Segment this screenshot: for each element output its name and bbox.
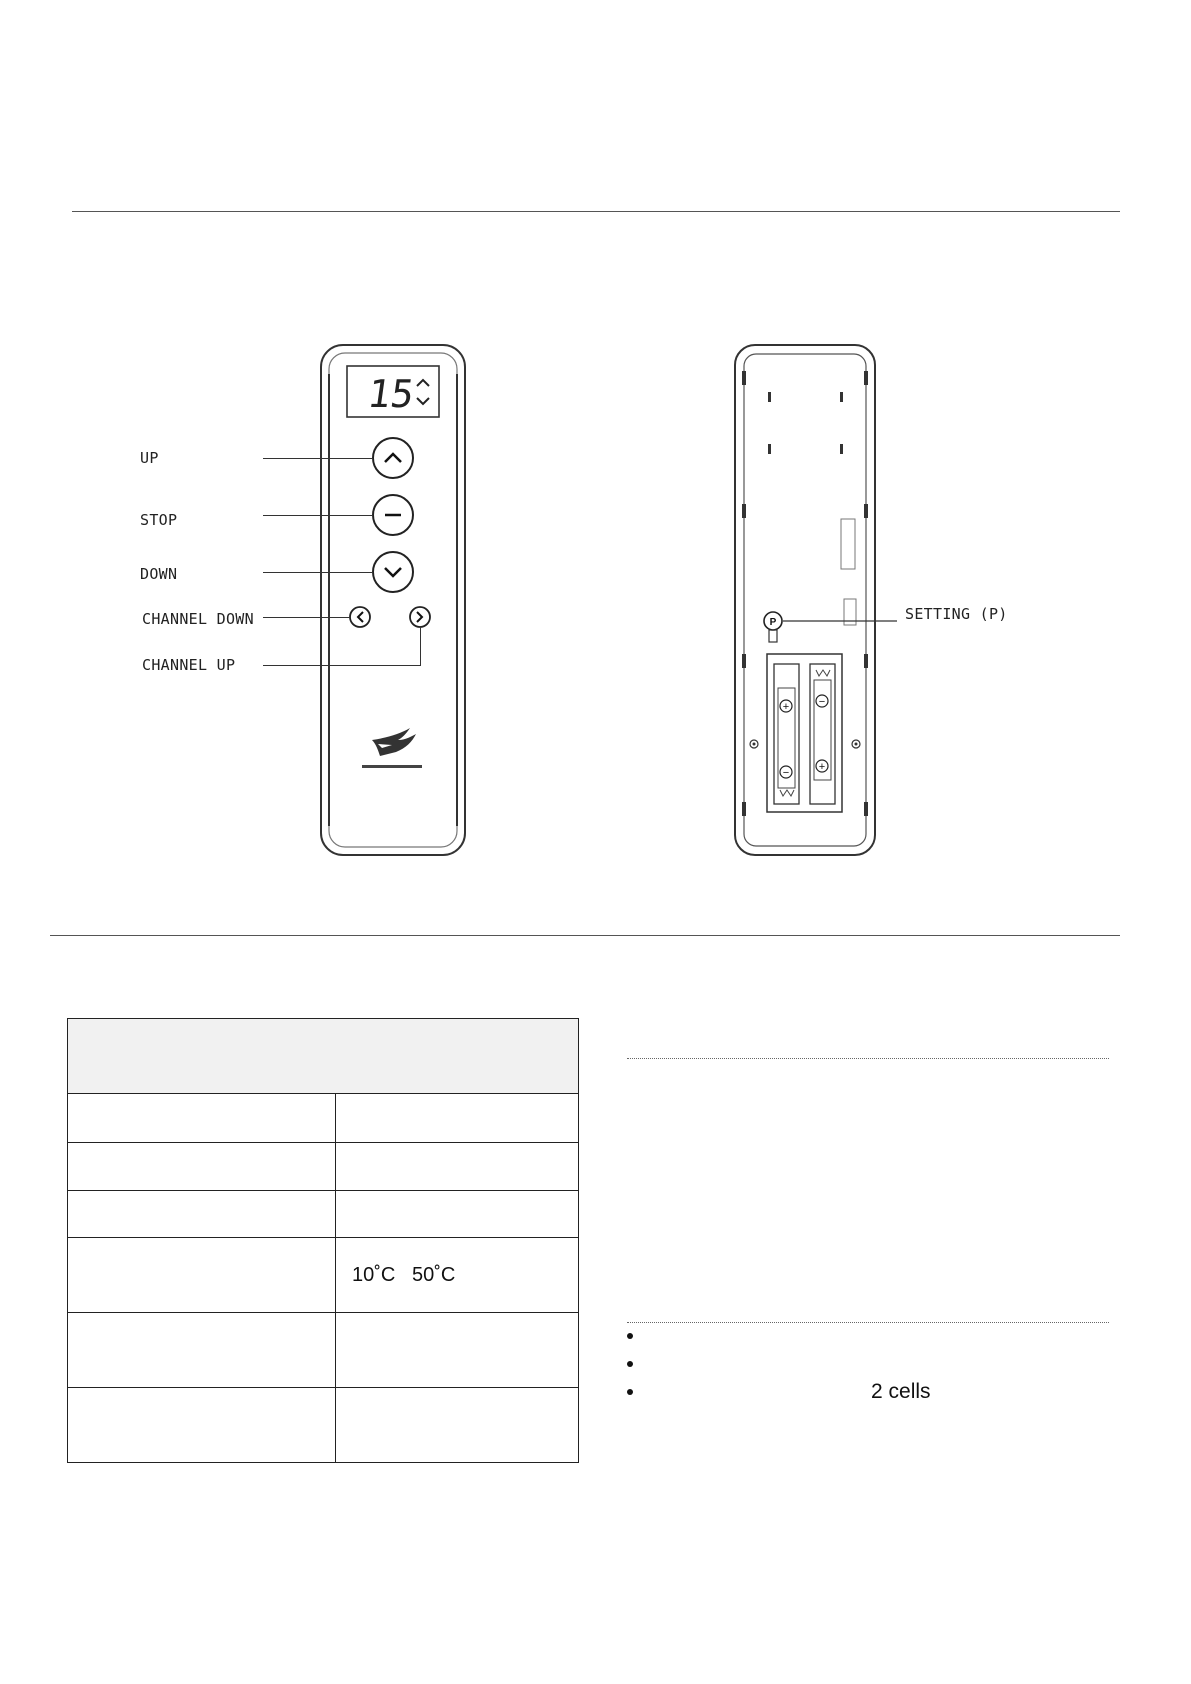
bullet-icon: [627, 1333, 633, 1339]
spring-icon: [816, 670, 830, 676]
spec-label-cell: [68, 1094, 336, 1143]
lcd-channel-number: 15: [364, 373, 417, 417]
bullet-icon: [627, 1389, 633, 1395]
battery-compartment: [767, 654, 842, 812]
spec-value-cell: [336, 1313, 579, 1388]
lcd-up-arrow-icon: [417, 380, 429, 386]
remote-front-drawing: [320, 344, 466, 856]
operating-temperature-value: 10˚C 50˚C: [336, 1238, 579, 1313]
battery-plus-icon: +: [782, 701, 790, 713]
top-section-rule: [72, 211, 1120, 212]
chevron-left-icon: [358, 612, 363, 622]
spring-icon: [780, 790, 794, 796]
spec-value-cell: [336, 1094, 579, 1143]
lcd-down-arrow-icon: [417, 398, 429, 404]
spec-label-cell: [68, 1238, 336, 1313]
stop-button[interactable]: [373, 495, 413, 535]
spec-table-header: [68, 1019, 579, 1094]
stop-leader-line: [263, 515, 373, 516]
battery-cells-note: 2 cells: [871, 1380, 931, 1403]
spec-value-cell: [336, 1388, 579, 1463]
channel-up-button[interactable]: [410, 607, 430, 627]
dotted-divider-top: [627, 1058, 1109, 1059]
chevron-up-icon: [385, 454, 401, 462]
battery-minus-icon: −: [782, 767, 790, 779]
middle-section-rule: [50, 935, 1120, 936]
down-button[interactable]: [373, 552, 413, 592]
battery-plus-icon: +: [818, 761, 826, 773]
setting-label: SETTING (P): [905, 605, 1008, 623]
spec-label-cell: [68, 1313, 336, 1388]
up-button[interactable]: [373, 438, 413, 478]
setting-p-button[interactable]: [764, 612, 782, 642]
chevron-down-icon: [385, 568, 401, 576]
spec-label-cell: [68, 1143, 336, 1191]
down-leader-line: [263, 572, 373, 573]
spec-value-cell: [336, 1191, 579, 1238]
stop-label: STOP: [140, 511, 178, 529]
up-leader-line: [263, 458, 373, 459]
bullet-icon: [627, 1361, 633, 1367]
channel-down-leader-line: [263, 617, 350, 618]
battery-minus-icon: −: [818, 696, 826, 708]
setting-p-mark: P: [769, 617, 777, 628]
spec-label-cell: [68, 1191, 336, 1238]
remote-back-drawing: [734, 344, 876, 856]
channel-down-label: CHANNEL DOWN: [142, 610, 254, 628]
spec-value-cell: [336, 1143, 579, 1191]
channel-up-label: CHANNEL UP: [142, 656, 236, 674]
logo-wordmark: SMARTWINGS: [378, 764, 406, 769]
dotted-divider-bottom: [627, 1322, 1109, 1323]
spec-label-cell: [68, 1388, 336, 1463]
channel-up-leader-vertical: [420, 627, 421, 665]
brand-logo: [362, 728, 422, 769]
wing-logo-icon: [372, 728, 416, 756]
chevron-right-icon: [417, 612, 422, 622]
channel-down-button[interactable]: [350, 607, 370, 627]
down-label: DOWN: [140, 565, 178, 583]
up-label: UP: [140, 449, 159, 467]
channel-up-leader-line: [263, 665, 421, 666]
spec-table: [67, 1018, 579, 1463]
